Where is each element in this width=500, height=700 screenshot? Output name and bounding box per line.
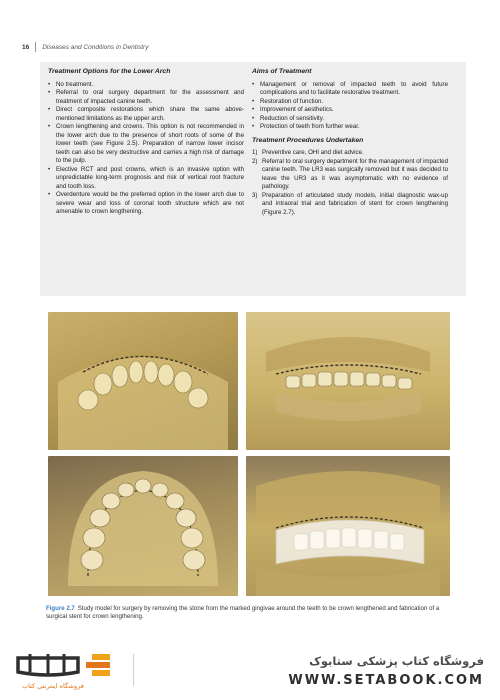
bullet-icon: • (252, 106, 255, 113)
list-item: • Restoration of function. (252, 97, 324, 105)
figure-caption (46, 605, 456, 622)
bullet-icon: • (252, 123, 255, 130)
list-item: • Overdenture would be the preferred option in the lower arch due to severe wear and loss of coronal tooth structure which are not amenable to crown lengthening. (48, 191, 244, 215)
lower-arch-options-title: Treatment Options for the Lower Arch (48, 68, 171, 75)
list-item: 2) Referral to oral surgery department for the management of impacted canine teeth. The LR3 was surgically removed but it was decided to leave the UR3 as it was asymptomatic with no evidence of pathology. (252, 157, 448, 190)
list-item: • Crown lengthening and crowns. This option is not recommended in the lower arch due to the presence of short roots of some of the lower teeth (see Figure 2.5). Preparation of narrow lower incisor teeth can also be very destructive and carries a high risk of damage to the pulp. (48, 123, 244, 164)
left-column (48, 68, 244, 217)
list-item: • Direct composite restorations which share the same above-mentioned limitations as the upper arch. (48, 106, 244, 122)
page-number: 16 (22, 43, 30, 51)
bullet-icon: • (252, 97, 255, 105)
bullet-icon: • (48, 80, 51, 88)
bullet-icon: • (48, 191, 51, 198)
right-column (252, 68, 448, 217)
header-divider (35, 42, 36, 52)
bullet-icon: • (252, 114, 255, 122)
footer-banner (0, 640, 500, 700)
list-item: 1) Preventive care, OHI and diet advice. (252, 149, 364, 156)
list-item: • Elective RCT and post crowns, which is an invasive option with unpredictable long-term prognosis and risk of vertical root fracture and tooth loss. (48, 165, 244, 190)
step-number: 2) (252, 157, 258, 165)
bullet-icon: • (48, 106, 51, 113)
lower-arch-options-list (48, 81, 244, 217)
bullet-icon: • (252, 80, 255, 88)
aims-title: Aims of Treatment (252, 68, 312, 75)
bullet-icon: • (48, 89, 51, 96)
caption-text: Study model for surgery by removing the stone from the marked gingivae around the teeth to be crown lengthened and fabrication of a surgical stent for crown lengthening. (46, 605, 440, 621)
running-title: Diseases and Conditions in Dentistry (42, 43, 149, 51)
page-header (22, 40, 478, 54)
step-number: 1) (252, 149, 258, 156)
procedures-title: Treatment Procedures Undertaken (252, 136, 364, 144)
list-item: • Referral to oral surgery department for the assessment and treatment of impacted canine teeth. (48, 89, 244, 105)
logo-subtitle: فروشگاه اینترنتی کتاب (22, 682, 84, 690)
study-model-photo-2 (246, 312, 450, 450)
list-item: • No treatment. (48, 80, 94, 88)
aims-list (252, 81, 448, 132)
bullet-icon: • (48, 165, 51, 173)
procedures-list (252, 149, 448, 217)
store-name: فروشگاه کتاب پزشکی ستابوک (309, 654, 484, 668)
store-url[interactable]: WWW.SETABOOK.COM (288, 673, 484, 688)
list-item: • Reduction of sensitivity. (252, 114, 325, 122)
text-panel (40, 62, 466, 296)
study-model-photo-3 (48, 456, 238, 596)
list-item: • Protection of teeth from further wear. (252, 123, 360, 130)
study-model-photo-1 (48, 312, 238, 450)
setabook-logo (8, 648, 118, 690)
bullet-icon: • (48, 123, 51, 130)
footer-divider (133, 654, 134, 686)
list-item: • Improvement of aesthetics. (252, 106, 334, 113)
figure-label: Figure 2.7 (46, 605, 75, 612)
list-item: 3) Preparation of articulated study models, initial diagnostic wax-up and intraoral trial and fabrication of stent for crown lengthening (Figure 2.7). (252, 191, 448, 216)
study-model-photo-4 (246, 456, 450, 596)
step-number: 3) (252, 191, 258, 199)
list-item: • Management or removal of impacted teeth to avoid future complications and to facilitate restorative treatment. (252, 80, 448, 96)
